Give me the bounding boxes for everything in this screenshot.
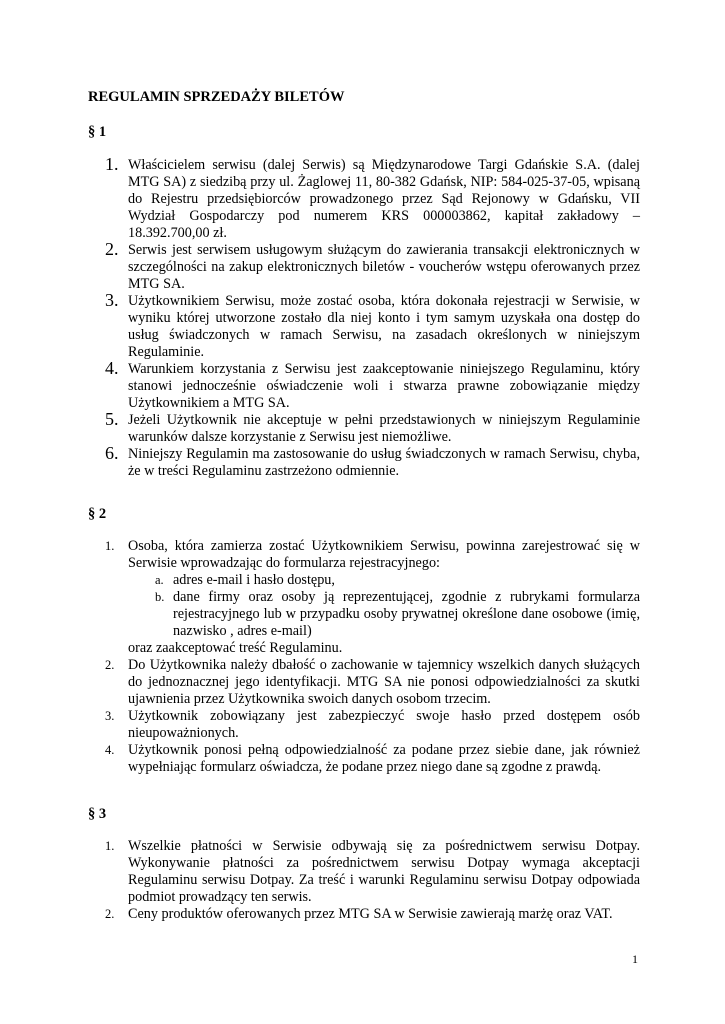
list-item	[105, 657, 640, 708]
list-item	[105, 838, 640, 906]
item-text: Niniejszy Regulamin ma zastosowanie do usług świadczonych w ramach Serwisu, chyba, że w treści Regulaminu zastrzeżono odmiennie.	[128, 446, 640, 479]
list-item	[105, 906, 640, 923]
section-1-heading: § 1	[88, 124, 107, 140]
list-item	[105, 154, 640, 242]
item-text: Właścicielem serwisu (dalej Serwis) są Międzynarodowe Targi Gdańskie S.A. (dalej MTG SA) z siedzibą przy ul. Żaglowej 11, 80-382 Gdańsk, NIP: 584-025-37-05, wpisaną do Rejestru przedsiębiorców prowadzonego przez Sąd Rejonowy w Gdańsku, VII Wydział Gospodarczy pod numerem KRS 000003862, kapitał zakładowy – 18.392.700,00 zł.	[128, 157, 640, 241]
item-text: Wszelkie płatności w Serwisie odbywają się za pośrednictwem serwisu Dotpay. Wykonywanie płatności za pośrednictwem serwisu Dotpay wymaga akceptacji Regulaminu serwisu Dotpay. Za treść i warunki Regulaminu serwisu Dotpay odpowiada podmiot prowadzący ten serwis.	[128, 838, 640, 905]
item-text: Użytkownikiem Serwisu, może zostać osoba, która dokonała rejestracji w Serwisie, w wyniku której utworzone zostało dla niej konto i tym samym uzyskała ona dostęp do usług świadczonych w ramach Serwisu, na zasadach określonych w niniejszym Regulaminie.	[128, 293, 640, 360]
list-item	[105, 538, 640, 657]
section-2-heading: § 2	[88, 506, 107, 522]
section-1-list	[105, 154, 640, 480]
item-text: Do Użytkownika należy dbałość o zachowanie w tajemnicy wszelkich danych służących do jednoznacznej jego identyfikacji. MTG SA nie ponosi odpowiedzialności za skutki ujawnienia przez Użytkownika swoich danych osobom trzecim.	[128, 657, 640, 707]
item-number: 2.	[105, 907, 115, 921]
item-text: Osoba, która zamierza zostać Użytkownikiem Serwisu, powinna zarejestrować się w Serwisie wprowadzając do formularza rejestracyjnego:	[128, 538, 640, 571]
item-number: 2.	[105, 658, 115, 672]
list-item	[105, 409, 640, 446]
section-2-list	[105, 538, 640, 776]
item-number: 4.	[105, 743, 115, 757]
item-text: Warunkiem korzystania z Serwisu jest zaakceptowanie niniejszego Regulaminu, który stanowi jednocześnie oświadczenie woli i stwarza prawne zobowiązanie między Użytkownikiem a MTG SA.	[128, 361, 640, 411]
list-item	[105, 358, 640, 412]
item-number: 2.	[105, 239, 119, 259]
list-item	[105, 239, 640, 293]
sub-list	[128, 572, 640, 640]
list-item	[105, 708, 640, 742]
item-text: Użytkownik zobowiązany jest zabezpieczyć swoje hasło przed dostępem osób nieupoważnionych.	[128, 708, 640, 741]
item-number: 3.	[105, 709, 115, 723]
item-number: 3.	[105, 290, 119, 310]
item-number: 5.	[105, 409, 119, 429]
section-3-heading: § 3	[88, 806, 107, 822]
sub-item-text: dane firmy oraz osoby ją reprezentującej, zgodnie z rubrykami formularza rejestracyjnego lub w przypadku osoby prywatnej określone dane osobowe (imię, nazwisko , adres e-mail)	[173, 589, 640, 639]
sub-item-letter: b.	[155, 590, 165, 604]
item-number: 1.	[105, 539, 115, 553]
document-title: REGULAMIN SPRZEDAŻY BILETÓW	[88, 89, 345, 105]
list-item	[105, 443, 640, 480]
page-number: 1	[632, 952, 638, 966]
sub-list-item	[155, 572, 640, 589]
list-item	[105, 742, 640, 776]
item-text: Użytkownik ponosi pełną odpowiedzialność za podane przez siebie dane, jak również wypełniając formularz oświadcza, że podane przez niego dane są zgodne z prawdą.	[128, 742, 640, 775]
item-continuation: oraz zaakceptować treść Regulaminu.	[128, 640, 343, 656]
item-number: 6.	[105, 443, 119, 463]
item-text: Serwis jest serwisem usługowym służącym do zawierania transakcji elektronicznych w szczególności na zakup elektronicznych biletów - voucherów wstępu oferowanych przez MTG SA.	[128, 242, 640, 292]
sub-item-letter: a.	[155, 573, 164, 587]
sub-item-text: adres e-mail i hasło dostępu,	[173, 572, 335, 588]
item-number: 1.	[105, 154, 119, 174]
section-3-list	[105, 838, 640, 923]
item-number: 4.	[105, 358, 119, 378]
sub-list-item	[155, 589, 640, 640]
item-text: Ceny produktów oferowanych przez MTG SA w Serwisie zawierają marżę oraz VAT.	[128, 906, 613, 922]
list-item	[105, 290, 640, 361]
item-text: Jeżeli Użytkownik nie akceptuje w pełni przedstawionych w niniejszym Regulaminie warunków dalsze korzystanie z Serwisu jest niemożliwe.	[128, 412, 640, 445]
item-number: 1.	[105, 839, 115, 853]
